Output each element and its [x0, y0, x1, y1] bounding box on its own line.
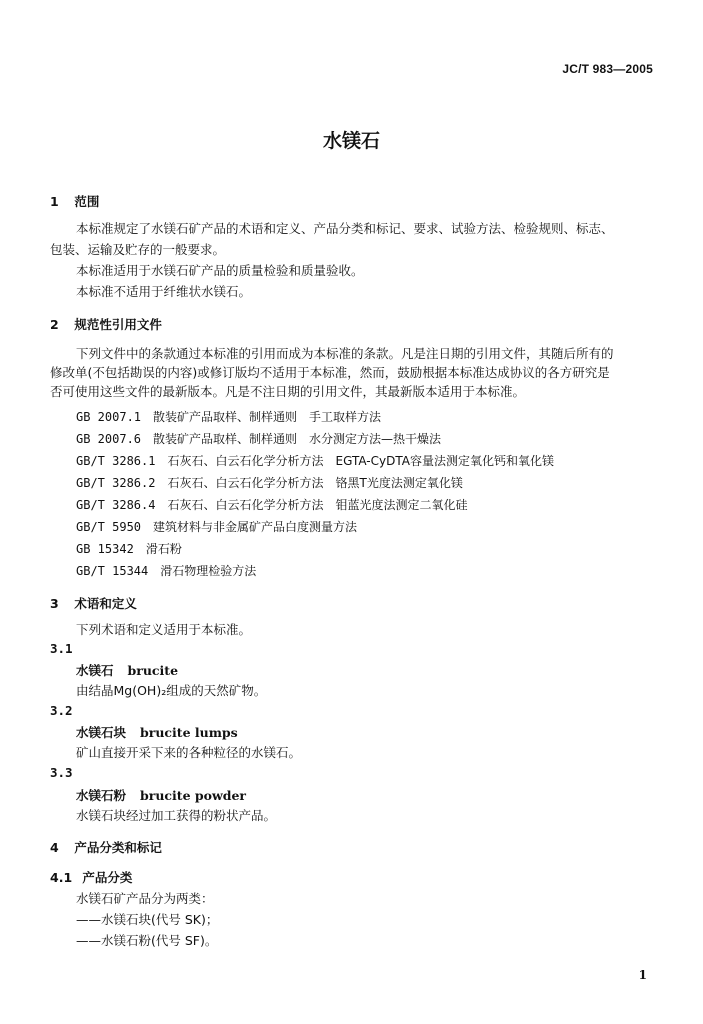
paragraph: 本标准规定了水镁石矿产品的术语和定义、产品分类和标记、要求、试验方法、检验规则、标志、: [76, 221, 614, 236]
section-number: 3: [50, 596, 59, 611]
reference-item: [76, 496, 468, 513]
paragraph: 本标准不适用于纤维状水镁石。: [76, 284, 252, 299]
term-heading: [76, 661, 178, 679]
reference-title: 滑石粉: [145, 542, 182, 556]
reference-item: [76, 474, 463, 491]
reference-title: 建筑材料与非金属矿产品白度测量方法: [153, 520, 358, 534]
term-zh: 水镁石: [76, 663, 114, 678]
paragraph: 下列文件中的条款通过本标准的引用而成为本标准的条款。凡是注日期的引用文件，其随后所有的: [76, 346, 614, 361]
section-title: 规范性引用文件: [74, 317, 162, 332]
paragraph: 下列术语和定义适用于本标准。: [76, 622, 252, 637]
reference-item: [76, 562, 256, 579]
paragraph: 水镁石矿产品分为两类：: [76, 891, 214, 906]
term-en: brucite: [127, 663, 179, 678]
reference-item: [76, 408, 381, 425]
reference-code: GB/T 3286.2: [76, 476, 156, 490]
section-title: 范围: [74, 194, 100, 209]
subsection-title: 产品分类: [82, 870, 133, 885]
term-heading: [76, 723, 238, 741]
reference-code: GB/T 3286.1: [76, 454, 156, 468]
reference-code: GB 2007.1: [76, 410, 142, 424]
paragraph: 本标准适用于水镁石矿产品的质量检验和质量验收。: [76, 263, 364, 278]
reference-item: [76, 430, 441, 447]
page-title: 水镁石: [322, 130, 380, 152]
term-en: brucite lumps: [140, 725, 238, 740]
subsection-4-1-heading: [50, 868, 132, 886]
section-2-heading: [50, 315, 162, 333]
term-definition: 水镁石块经过加工获得的粉状产品。: [76, 808, 277, 823]
reference-title: 散装矿产品取样、制样通则 手工取样方法: [153, 410, 382, 424]
section-3-heading: [50, 594, 137, 612]
term-heading: [76, 786, 246, 804]
reference-title: 石灰石、白云石化学分析方法 铬黑T光度法测定氧化镁: [167, 476, 463, 490]
term-zh: 水镁石粉: [76, 788, 127, 803]
section-number: 2: [50, 317, 59, 332]
page-number: 1: [638, 968, 647, 982]
reference-item: [76, 518, 357, 535]
standard-code: JC/T 983—2005: [562, 62, 653, 76]
reference-title: 石灰石、白云石化学分析方法 钼蓝光度法测定二氧化硅: [167, 498, 468, 512]
term-number: 3.3: [50, 765, 73, 780]
term-en: brucite powder: [140, 788, 246, 803]
reference-title: 石灰石、白云石化学分析方法 EGTA-CyDTA容量法测定氧化钙和氧化镁: [167, 454, 554, 468]
subsection-number: 4.1: [50, 870, 73, 885]
section-4-heading: [50, 838, 162, 856]
list-item: ——水镁石块(代号 SK)；: [76, 912, 219, 927]
paragraph: 修改单(不包括勘误的内容)或修订版均不适用于本标准，然而，鼓励根据本标准达成协议的各方研究是: [50, 365, 610, 380]
reference-code: GB/T 5950: [76, 520, 142, 534]
reference-code: GB/T 15344: [76, 564, 149, 578]
section-title: 术语和定义: [74, 596, 137, 611]
list-item: ——水镁石粉(代号 SF)。: [76, 933, 218, 948]
reference-title: 滑石物理检验方法: [160, 564, 257, 578]
section-number: 1: [50, 194, 59, 209]
term-number: 3.2: [50, 703, 73, 718]
term-number: 3.1: [50, 641, 73, 656]
reference-item: [76, 452, 554, 469]
reference-code: GB/T 3286.4: [76, 498, 156, 512]
term-definition: 矿山直接开采下来的各种粒径的水镁石。: [76, 745, 302, 760]
paragraph: 包装、运输及贮存的一般要求。: [50, 242, 226, 257]
term-zh: 水镁石块: [76, 725, 127, 740]
reference-title: 散装矿产品取样、制样通则 水分测定方法—热干燥法: [153, 432, 442, 446]
section-1-heading: [50, 192, 99, 210]
reference-code: GB 2007.6: [76, 432, 142, 446]
term-definition: 由结晶Mg(OH)₂组成的天然矿物。: [76, 683, 267, 698]
reference-code: GB 15342: [76, 542, 134, 556]
section-title: 产品分类和标记: [74, 840, 162, 855]
paragraph: 否可使用这些文件的最新版本。凡是不注日期的引用文件，其最新版本适用于本标准。: [50, 384, 526, 399]
reference-item: [76, 540, 182, 557]
section-number: 4: [50, 840, 59, 855]
